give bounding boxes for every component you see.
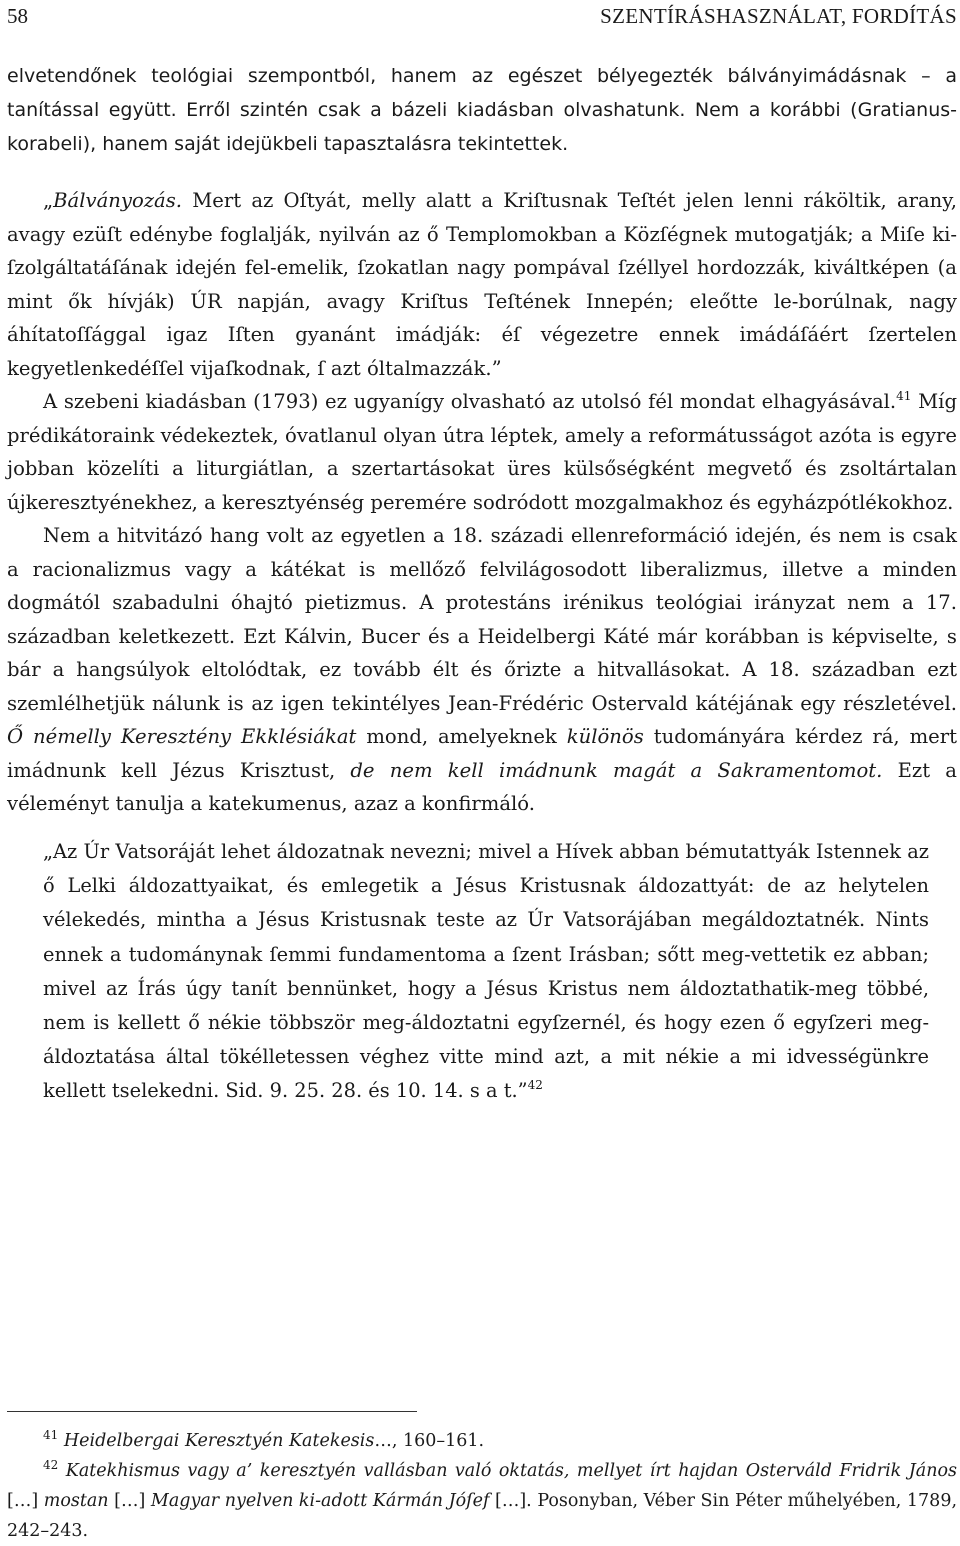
footnote-ref-42: 42 — [527, 1078, 543, 1093]
paragraph-3-a: Nem a hitvitázó hang volt az egyetlen a 18. századi ellenreformáció idején, és nem is csak a racionalizmus vagy a kátékat is mellőző felvilágosodott liberalizmus, illetve a minden dogmától szabadulni óhajtó pietizmus. A protestáns irénikus teológiai irányzat nem a 17. században keletkezett. Ezt Kálvin, Bucer és a Heidelbergi Káté már korábban is képviselte, s bár a hangsúlyok eltolódtak, ez tovább élt és őrizte a hitvallásokat. A 18. században ezt szemlélhetjük nálunk is az igen tekintélyes Jean-Frédéric Ostervald kátéjának egy részletével. — [7, 524, 957, 715]
main-text — [7, 60, 957, 1109]
quote-heading: Bálványozás. — [53, 189, 183, 213]
paragraph-3-italic-2: különös — [566, 725, 644, 749]
footnote-ref-41: 41 — [896, 389, 912, 404]
footnote-41-pages: …, 160–161. — [374, 1431, 485, 1451]
paragraph-2-a: A szebeni kiadásban (1793) ez ugyanígy olvasható az utolsó fél mondat elhagyásával. — [43, 390, 897, 414]
page-number: 58 — [7, 4, 28, 28]
footnote-42-mostan: mostan — [43, 1491, 109, 1511]
paragraph-2 — [7, 385, 957, 519]
footnote-41-number: 41 — [43, 1428, 59, 1442]
paragraph-3-italic-3: de nem kell imádnunk magát a Sakramentomot. — [350, 758, 883, 782]
paragraph-3-italic-1: Ő némelly Keresztény Ekklésiákat — [7, 725, 357, 749]
footnote-42-translator: Magyar nyelven ki-adott Kármán Jóſef — [150, 1491, 490, 1511]
paragraph-3-b: mond, amelyeknek — [356, 725, 567, 749]
block-quote-ostervald — [43, 835, 929, 1109]
footnote-41-title: Heidelbergai Keresztyén Katekesis — [63, 1431, 375, 1451]
quote-text: Mert az Oſtyát, melly alatt a Kriſtusnak Teſtét jelen lenni ráköltik, arany, avagy ezüſt edénybe foglalják, nyilván az ő Templomokban a Közſégnek mutogatják; a Miſe ki-ſzolgáltatáſának idején fel-emelik, ſzokatlan nagy pompával ſzéllyel hordozzák, kiváltképen (a mint ők hívják) ÚR napján, avagy Kriſtus Teſtének Innepén; eleőtte le-borúlnak, nagy áhítatoſſággal igaz Iſten gyanánt imádják: éſ végezetre ennek imádáſáért ſzertelen kegyetlenkedéſſel vijaſkodnak, ſ azt óltalmazzák.” — [7, 189, 957, 380]
footnotes — [7, 1426, 957, 1546]
footnote-41 — [7, 1426, 957, 1456]
paragraph-3 — [7, 519, 957, 821]
footnote-42-ellipsis-1: […] — [7, 1491, 44, 1511]
paragraph-3-d: Ezt a véleményt tanulja a katekumenus, azaz a konfirmáló. — [7, 758, 957, 816]
paragraph-1: elvetendőnek teológiai szempontból, hanem az egészet bélyegezték bálványimádásnak – a tanítással együtt. Erről szintén csak a bázeli kiadásban olvashatunk. Nem a korábbi (Gratianus-korabeli), hanem saját idejükbeli tapasztalásra tekintettek. — [7, 65, 957, 155]
footnote-42-imprint: […]. Posonyban, Véber Sin Péter műhelyében, 1789, 242–243. — [7, 1491, 958, 1541]
page-header — [7, 4, 957, 34]
footnote-42-number: 42 — [43, 1458, 59, 1472]
footnote-42-ellipsis-2: […] — [108, 1491, 151, 1511]
quote-bálványozás — [7, 184, 957, 385]
quote-open-mark: „ — [43, 189, 54, 213]
footnote-42-title: Katekhismus vagy a’ keresztyén vallásban való oktatás, mellyet írt hajdan Osterváld Fridrik János — [65, 1461, 957, 1481]
footnote-rule — [7, 1411, 417, 1412]
paragraph-3-c: tudományára kérdez rá, mert imádnunk kell Jézus Krisztust, — [7, 725, 957, 782]
block-quote-text: „Az Úr Vatsoráját lehet áldozatnak nevezni; mivel a Hívek abban bémutattyák Istennek az ő Lelki áldozattyaikat, és emlegetik a Jésus Kristusnak áldozattyát: de az helytelen vélekedés, mintha a Jésus Kristusnak teste az Úr Vatsorájában megáldoztatnék. Nints ennek a tudománynak ſemmi fundamentoma a ſzent Irásban; sőtt meg-vettetik ez abban; mivel az Írás úgy tanít bennünket, hogy a Jésus Kristus nem áldoztathatik-meg többé, nem is kellett ő nékie többször meg-áldoztatni egyſzernél, és hogy ezen ő egyſzeri meg-áldoztatása által tökélletessen véghez vitte mind azt, a mit nékie a mi idvességünkre kellett tselekedni. Sid. 9. 25. 28. és 10. 14. s a t.” — [43, 839, 929, 1103]
footnote-42 — [7, 1456, 957, 1546]
running-title: SZENTÍRÁSHASZNÁLAT, FORDÍTÁS — [600, 4, 957, 28]
paragraph-2-b: Míg prédikátoraink védekeztek, óvatlanul olyan útra léptek, amely a reformátusságot azóta is egyre jobban közelíti a liturgiátlan, a szertartásokat üres külsőségként megvető és zsoltártalan újkeresztyénekhez, a keresztyénség peremére sodródott mozgalmakhoz és egyházpótlékokhoz. — [7, 390, 957, 514]
